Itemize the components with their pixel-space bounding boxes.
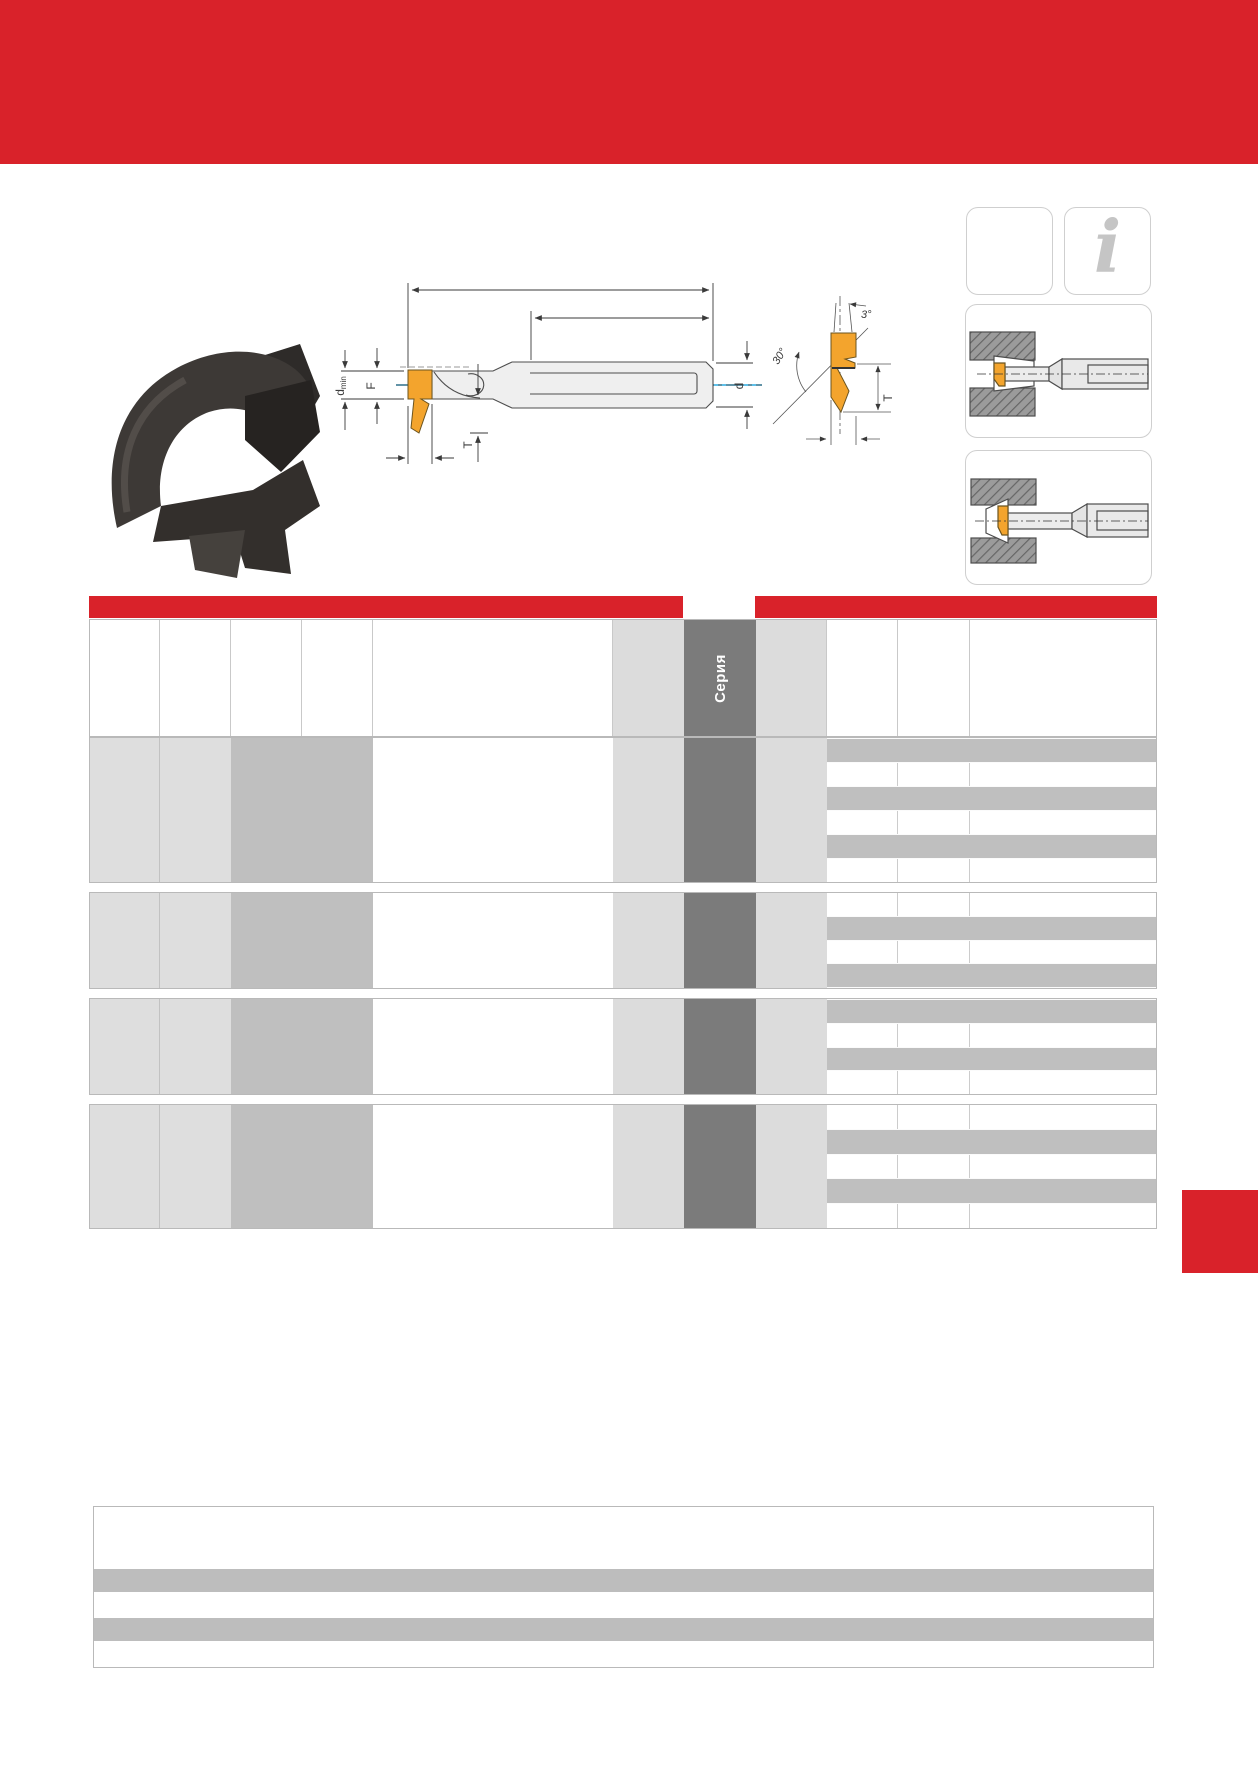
footer-row [94,1616,1153,1643]
header-cell [231,620,302,736]
table-cell [827,859,898,882]
table-subrows [827,893,1156,988]
table-cell [613,893,684,988]
table-cell [373,999,613,1094]
table-cell [898,893,970,916]
table-cell [684,893,756,988]
table-cell [160,999,231,1094]
workpiece-bottom [970,388,1035,416]
table-subrow [827,763,1156,786]
table-cell [827,1071,898,1094]
header-bar-left [89,596,683,618]
table-cell [970,893,1156,916]
table-cell [827,893,898,916]
table-cell [898,1071,970,1094]
table-cell [90,738,160,882]
table-cell [373,738,613,882]
table-subrow [827,786,1156,811]
header-cell [613,620,684,736]
table-cell [613,738,684,882]
table-subrows [827,1105,1156,1228]
insert-tip [408,370,432,433]
table-cell [160,1105,231,1228]
workpiece-top [970,332,1035,360]
table-subrows [827,738,1156,882]
table-cell [231,893,373,988]
footer-row [94,1507,1153,1567]
table-cell [827,1155,898,1179]
tool-shank-outline [432,362,713,408]
table-cell [898,1204,970,1228]
header-cell [827,620,898,736]
table-subrow [827,1155,1156,1179]
header-cell [898,620,970,736]
footer-row [94,1567,1153,1594]
table-subrow [827,1105,1156,1129]
table-subrow [827,1204,1156,1228]
table-subrow [827,999,1156,1024]
table-subrow [827,963,1156,988]
table-cell [827,811,898,834]
page-edge-tab [1182,1190,1258,1273]
label-t-detail: T [881,394,895,402]
table-cell [898,1024,970,1047]
table-cell [90,999,160,1094]
table-cell [970,763,1156,786]
table-cell [373,1105,613,1228]
table-header-bar [89,596,1157,618]
table-cell [90,1105,160,1228]
header-bar-right [755,596,1157,618]
detail-insert-profile [831,333,856,412]
table-cell [827,763,898,786]
table-subrow [827,1178,1156,1204]
workpiece-bottom [971,538,1036,563]
cutter-right-tooth [245,380,320,472]
application-diagram-box-1 [965,304,1152,438]
table-subrow [827,834,1156,859]
footer-row [94,1594,1153,1616]
table-cell [970,1071,1156,1094]
label-d: d [732,382,746,390]
table-cell [684,999,756,1094]
table-cell [970,1155,1156,1179]
table-cell [613,1105,684,1228]
table-cell [970,941,1156,964]
table-cell [970,859,1156,882]
table-cell [827,1024,898,1047]
tool-flare [1072,504,1087,537]
table-row-group [89,737,1157,883]
table-cell [827,1105,898,1129]
angle3-arrow [850,304,866,306]
table-subrow [827,916,1156,941]
header-cell [90,620,160,736]
header-cell [302,620,373,736]
table-cell [373,893,613,988]
detail-taper-right [849,303,852,332]
info-box[interactable] [1064,204,1151,295]
header-cell [970,620,1156,736]
table-cell [756,893,827,988]
table-subrow [827,1024,1156,1047]
table-subrow [827,941,1156,964]
header-cell [373,620,613,736]
table-cell [898,1155,970,1179]
table-cell [231,999,373,1094]
table-cell [231,738,373,882]
table-subrows [827,999,1156,1094]
table-groups [89,737,1157,1229]
tool-shank [1087,504,1148,537]
table-cell [898,859,970,882]
table-header-row [89,619,1157,737]
application-diagram-box-2 [965,450,1152,585]
insert [998,506,1008,535]
technical-drawing [320,252,920,518]
table-cell [160,738,231,882]
application-diagram-1 [967,306,1150,436]
label-f: F [364,382,378,390]
table-subrow [827,1129,1156,1155]
table-subrow [827,859,1156,882]
table-cell [684,1105,756,1228]
footer-row [94,1643,1153,1667]
table-subrow [827,738,1156,763]
label-dmin: dmin [333,376,348,396]
table-cell [898,763,970,786]
label-t: T [461,441,475,449]
table-cell [231,1105,373,1228]
cutter-bottom-tooth [189,530,245,578]
table-subrow [827,893,1156,916]
footer-rows [94,1507,1153,1667]
table-subrow [827,1047,1156,1072]
application-diagram-2 [967,452,1150,583]
order-info-box [93,1506,1154,1668]
table-cell [756,999,827,1094]
header-cell [160,620,231,736]
product-photo [95,300,320,580]
detail-taper-left [834,303,836,332]
table-cell [160,893,231,988]
table-subrow [827,811,1156,834]
info-icon: i [1093,204,1122,289]
top-banner [0,0,1258,164]
table-cell [898,811,970,834]
table-cell [756,1105,827,1228]
table-cell [970,1105,1156,1129]
product-table [89,596,1157,1229]
table-cell [827,1204,898,1228]
table-cell [898,941,970,964]
table-cell [970,1204,1156,1228]
table-cell [970,1024,1156,1047]
header-cell [756,620,827,736]
series-header-cell [684,620,756,736]
series-label: Серия [711,653,729,703]
angle30-arc [797,352,806,392]
table-cell [756,738,827,882]
label-angle3: 3° [861,309,872,321]
table-cell [898,1105,970,1129]
table-subrow [827,1071,1156,1094]
table-cell [970,811,1156,834]
compatibility-box[interactable] [966,207,1053,295]
table-cell [684,738,756,882]
table-cell [827,941,898,964]
table-row-group [89,998,1157,1095]
table-row-group [89,1104,1157,1229]
table-row-group [89,892,1157,989]
table-cell [613,999,684,1094]
label-angle30: 30° [770,346,790,367]
table-cell [90,893,160,988]
